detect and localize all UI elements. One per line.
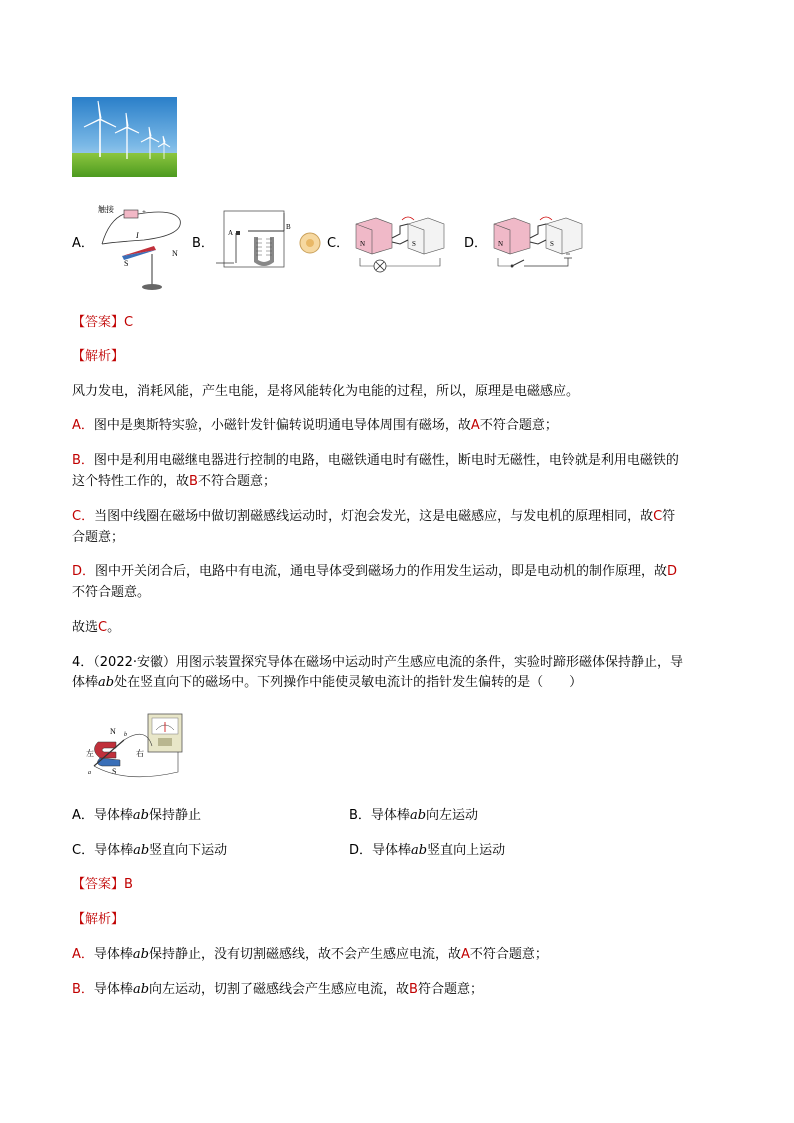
q4-stem-line2: 体棒ab处在竖直向下的磁场中。下列操作中能使灵敏电流计的指针发生偏转的是（ ） (72, 675, 583, 690)
touch-label: 触接 (98, 205, 114, 214)
svg-text:+: + (142, 208, 146, 216)
q4-stem-line1: 4．（2022·安徽）用图示装置探究导体在磁场中运动时产生感应电流的条件，实验时蹄形磁体保持静止，导 (72, 655, 684, 670)
q3-intro: 风力发电，消耗风能，产生电能，是将风能转化为电能的过程，所以，原理是电磁感应。 (72, 384, 580, 399)
option-d-letter: D． (464, 236, 488, 251)
north-pole-label: N (360, 240, 366, 248)
question-source: （2022·安徽） (93, 655, 176, 670)
q3-analysis-c-line1: C．当图中线圈在磁场中做切割磁感线运动时，灯泡会发光，这是电磁感应，与发电机的原理相同，故C符 (72, 509, 676, 524)
q3-analysis-a: A．图中是奥斯特实验，小磁针发针偏转说明通电导体周围有磁场，故A不符合题意； (72, 418, 558, 433)
answer-tag: 【答案】 (72, 315, 125, 330)
wind-turbine-photo (72, 97, 177, 177)
south-pole-label: S (412, 240, 416, 248)
label-a: A (228, 229, 234, 237)
answer-value: C (124, 315, 134, 330)
left-label: 左 (86, 749, 94, 758)
magnet-south-label: S (112, 767, 117, 776)
q4-analysis-a: A．导体棒ab保持静止，没有切割磁感线，故不会产生感应电流，故A不符合题意； (72, 947, 548, 962)
current-label: I (136, 231, 139, 240)
right-label: 右 (136, 749, 144, 758)
option-a-letter: A． (72, 236, 94, 251)
label-b: B (286, 223, 291, 231)
electromagnet-bell-figure (214, 203, 324, 275)
motor-figure (488, 214, 588, 279)
generator-figure (350, 214, 450, 279)
q3-analysis-c-line2: 合题意； (72, 530, 125, 545)
option-b-letter: B． (192, 236, 214, 251)
option-c-letter: C． (327, 236, 350, 251)
north-pole-label-d: N (498, 240, 504, 248)
q4-option-a[interactable]: A．导体棒ab保持静止 (72, 808, 202, 823)
q4-answer-line (72, 875, 133, 895)
q4-answer-value: B (124, 877, 133, 892)
north-label: N (172, 249, 178, 258)
south-pole-label-d: S (550, 240, 554, 248)
q4-analysis-b: B．导体棒ab向左运动，切割了磁感线会产生感应电流，故B符合题意； (72, 982, 483, 997)
magnet-north-label: N (110, 727, 116, 736)
rod-b-label: b (124, 732, 127, 738)
q3-conclusion: 故选C。 (72, 620, 121, 635)
q4-analysis-tag: 【解析】 (72, 912, 125, 927)
q4-option-d[interactable]: D．导体棒ab竖直向上运动 (349, 843, 506, 858)
induction-apparatus-figure (86, 712, 186, 782)
q3-analysis-tag: 【解析】 (72, 349, 125, 364)
q3-analysis-d-line2: 不符合题意。 (72, 585, 151, 600)
question-number: 4． (72, 655, 94, 670)
oersted-experiment-figure (94, 200, 189, 292)
q4-answer-tag: 【答案】 (72, 877, 125, 892)
q3-analysis-d-line1: D．图中开关闭合后，电路中有电流，通电导体受到磁场力的作用发生运动，即是电动机的制作原理，故D (72, 564, 678, 579)
q3-analysis-b-line1: B．图中是利用电磁继电器进行控制的电路，电磁铁通电时有磁性，断电时无磁性，电铃就是利用电磁铁的 (72, 453, 679, 468)
rod-a-label: a (88, 770, 91, 776)
south-label: S (124, 259, 129, 268)
q3-answer-line (72, 313, 133, 333)
q3-analysis-b-line2: 这个特性工作的，故B不符合题意； (72, 474, 276, 489)
q4-option-b[interactable]: B．导体棒ab向左运动 (349, 808, 479, 823)
q4-option-c[interactable]: C．导体棒ab竖直向下运动 (72, 843, 228, 858)
